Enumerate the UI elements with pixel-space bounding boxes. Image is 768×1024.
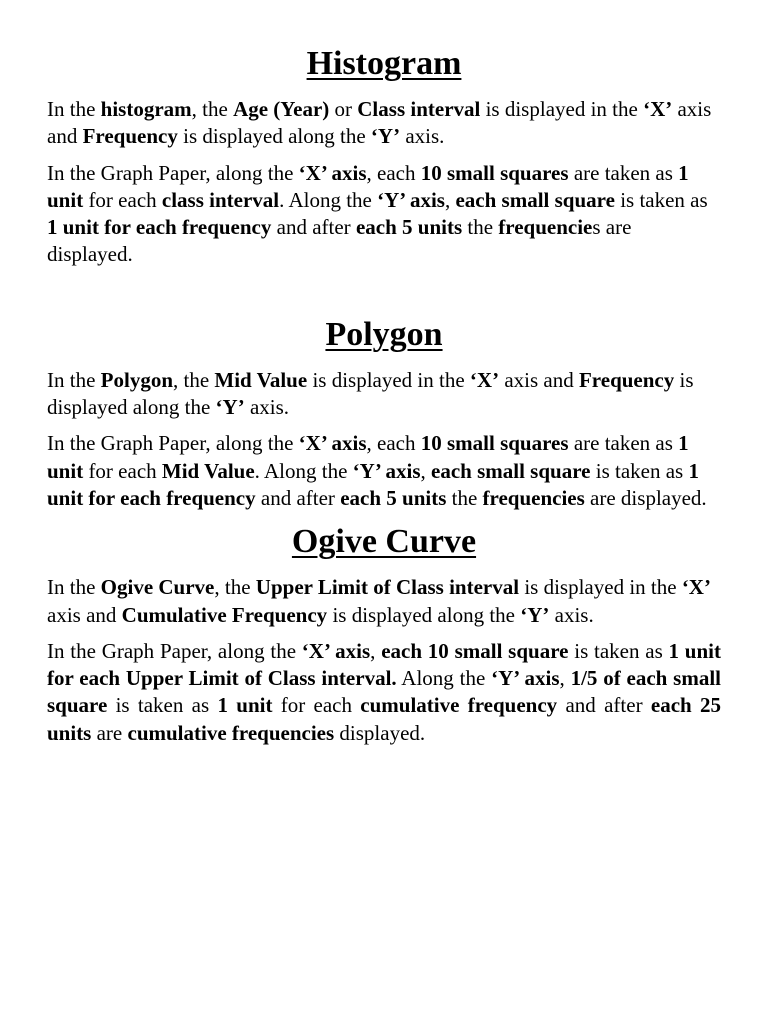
text-run: is taken as bbox=[614, 187, 708, 212]
text-run: are taken as bbox=[568, 160, 679, 185]
text-run: , bbox=[559, 666, 571, 691]
text-run: for each bbox=[83, 187, 162, 212]
bold-text-run: 1 unit bbox=[217, 693, 273, 718]
bold-text-run: 1/5 of each small square bbox=[47, 666, 721, 718]
bold-text-run: 1 unit bbox=[47, 160, 689, 212]
bold-text-run: ‘X’ bbox=[643, 97, 673, 121]
text-run: In the Graph Paper, along the bbox=[47, 160, 299, 185]
bold-text-run: each 5 units bbox=[355, 215, 463, 240]
text-run: for each bbox=[83, 458, 162, 483]
polygon-heading: Polygon bbox=[325, 315, 443, 353]
bold-text-run: cumulative frequencies bbox=[127, 720, 335, 745]
bold-text-run: histogram bbox=[100, 97, 192, 121]
bold-text-run: each 10 small square bbox=[381, 638, 569, 663]
bold-text-run: Class interval bbox=[357, 97, 481, 121]
text-run: . Along the bbox=[254, 458, 353, 483]
bold-text-run: each 5 units bbox=[340, 485, 447, 510]
bold-text-run: 1 unit for each frequency bbox=[47, 458, 699, 510]
bold-text-run: ‘X’ axis bbox=[298, 160, 367, 185]
text-run: In the bbox=[47, 575, 101, 600]
text-run: axis and bbox=[499, 367, 579, 392]
bold-text-run: 10 small squares bbox=[420, 431, 569, 456]
text-run: In the bbox=[47, 367, 101, 392]
text-run: are displayed. bbox=[584, 485, 707, 510]
text-run: In the Graph Paper, along the bbox=[47, 638, 302, 663]
histogram-heading: Histogram bbox=[306, 45, 462, 82]
bold-text-run: ‘X’ axis bbox=[301, 638, 371, 663]
text-run: axis. bbox=[400, 124, 445, 149]
bold-text-run: ‘X’ bbox=[469, 367, 500, 392]
bold-text-run: ‘Y’ bbox=[215, 395, 245, 420]
text-run: , bbox=[420, 458, 432, 483]
text-run: is displayed along the bbox=[47, 367, 694, 420]
ogive-paragraph-1 bbox=[47, 574, 721, 629]
bold-text-run: Upper Limit of Class interval bbox=[255, 575, 520, 600]
text-run: , the bbox=[173, 367, 215, 392]
text-run: . Along the bbox=[279, 187, 378, 212]
text-run: , each bbox=[366, 160, 421, 185]
text-run: axis and bbox=[47, 97, 712, 149]
bold-text-run: each small square bbox=[431, 458, 591, 483]
text-run: In the Graph Paper, along the bbox=[47, 431, 299, 456]
polygon-paragraph-2 bbox=[47, 430, 721, 512]
text-run: is taken as bbox=[590, 458, 689, 483]
bold-text-run: ‘Y’ bbox=[370, 124, 401, 149]
text-run: is displayed along the bbox=[327, 602, 521, 627]
text-run: and after bbox=[557, 693, 651, 718]
text-run: , the bbox=[191, 97, 234, 121]
text-run: or bbox=[329, 97, 358, 121]
histogram-paragraph-2 bbox=[47, 160, 721, 269]
text-run: , the bbox=[214, 575, 256, 600]
bold-text-run: ‘X’ axis bbox=[298, 431, 367, 456]
bold-text-run: 1 unit for each Upper Limit of Class interval. bbox=[47, 638, 721, 691]
bold-text-run: ‘Y’ bbox=[520, 602, 550, 627]
polygon-paragraph-1 bbox=[47, 367, 721, 422]
bold-text-run: 10 small squares bbox=[420, 160, 569, 185]
bold-text-run: 1 unit for each frequency bbox=[47, 215, 272, 240]
text-run: are taken as bbox=[568, 431, 679, 456]
histogram-paragraph-1 bbox=[47, 96, 721, 151]
text-run: In the bbox=[47, 97, 101, 121]
bold-text-run: ‘Y’ axis bbox=[491, 666, 560, 691]
text-run: is displayed in the bbox=[519, 575, 682, 600]
text-run: Along the bbox=[396, 666, 492, 691]
text-run: is displayed in the bbox=[307, 367, 470, 392]
bold-text-run: Frequency bbox=[578, 367, 675, 392]
bold-text-run: ‘Y’ axis bbox=[377, 187, 445, 212]
bold-text-run: cumulative frequency bbox=[360, 693, 558, 718]
text-run: is taken as bbox=[107, 693, 218, 718]
text-run: and after bbox=[255, 485, 341, 510]
bold-text-run: ‘X’ bbox=[681, 575, 711, 600]
bold-text-run: class interval bbox=[161, 187, 280, 212]
text-run: , bbox=[444, 187, 456, 212]
bold-text-run: each small square bbox=[455, 187, 615, 212]
text-run: axis. bbox=[549, 602, 594, 627]
text-run: is displayed in the bbox=[480, 97, 644, 121]
text-run: are bbox=[91, 720, 128, 745]
ogive-section bbox=[47, 522, 721, 747]
bold-text-run: Ogive Curve bbox=[100, 575, 215, 600]
text-run: is displayed along the bbox=[177, 124, 371, 149]
text-run: displayed. bbox=[334, 720, 426, 745]
bold-text-run: frequencie bbox=[498, 215, 593, 240]
text-run: is taken as bbox=[568, 638, 669, 663]
bold-text-run: Mid Value bbox=[161, 458, 255, 483]
bold-text-run: ‘Y’ axis bbox=[352, 458, 421, 483]
polygon-section bbox=[47, 315, 721, 512]
text-run: axis and bbox=[47, 602, 122, 627]
ogive-paragraph-2 bbox=[47, 638, 721, 747]
bold-text-run: each 25 units bbox=[47, 693, 721, 745]
text-run: for each bbox=[272, 693, 361, 718]
text-run: , bbox=[370, 638, 382, 663]
text-run: s are displayed. bbox=[47, 215, 632, 267]
bold-text-run: 1 unit bbox=[47, 431, 689, 483]
bold-text-run: Cumulative Frequency bbox=[121, 602, 328, 627]
bold-text-run: Mid Value bbox=[214, 367, 308, 392]
text-run: and after bbox=[271, 215, 356, 240]
text-run: the bbox=[446, 485, 483, 510]
ogive-heading: Ogive Curve bbox=[291, 523, 477, 561]
text-run: , each bbox=[366, 431, 421, 456]
text-run: the bbox=[462, 215, 499, 240]
bold-text-run: Frequency bbox=[82, 124, 178, 149]
histogram-section bbox=[47, 0, 721, 269]
text-run: axis. bbox=[244, 395, 290, 420]
bold-text-run: Age (Year) bbox=[233, 97, 330, 121]
bold-text-run: Polygon bbox=[100, 367, 173, 392]
bold-text-run: frequencies bbox=[482, 485, 585, 510]
